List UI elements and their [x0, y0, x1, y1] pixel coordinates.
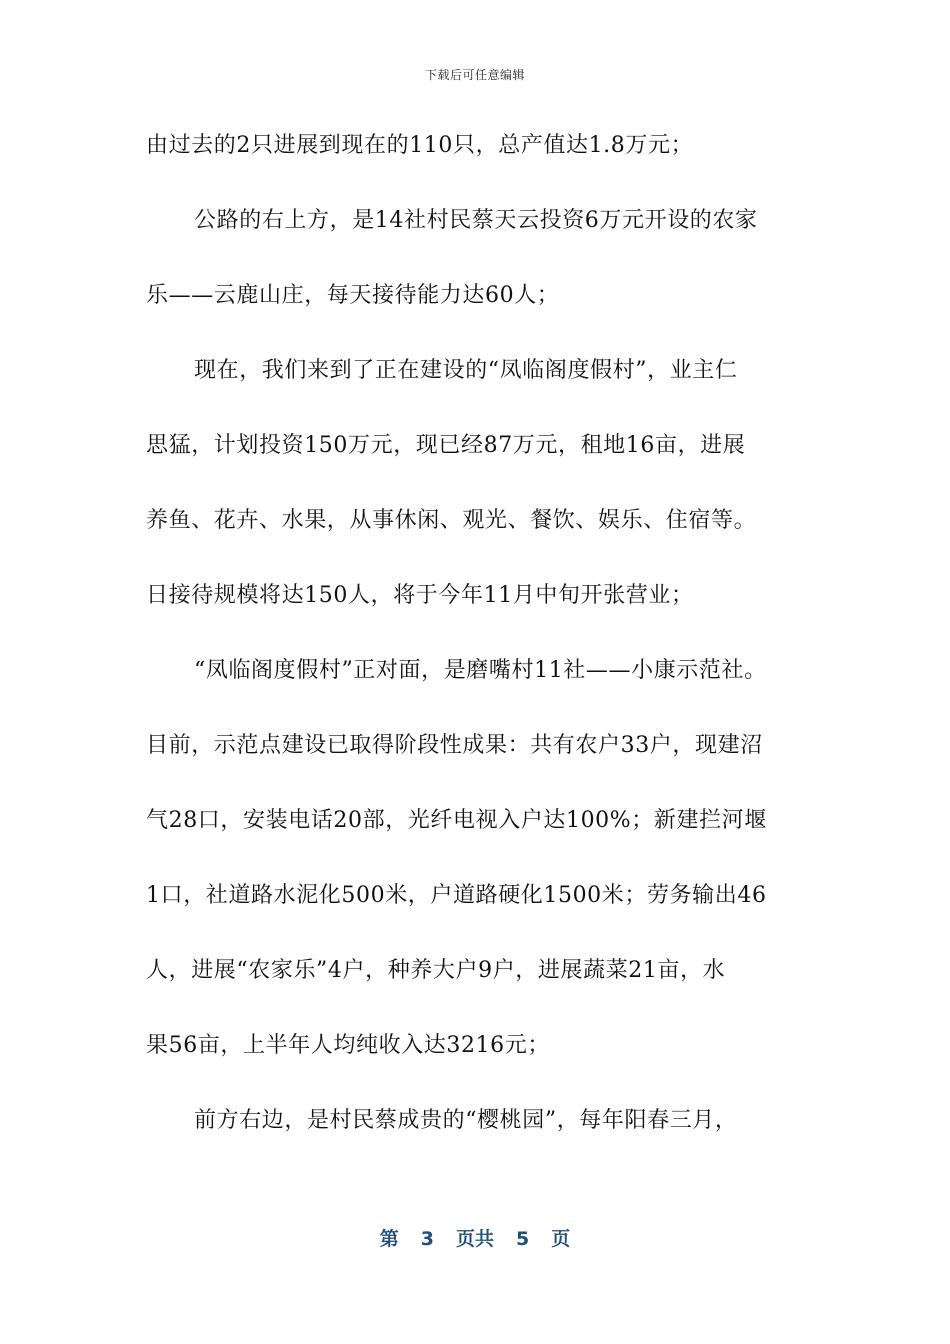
paragraph-line: 人，进展“农家乐”4户，种养大户9户，进展蔬菜21亩，水: [146, 958, 726, 983]
total-pages-number: 5: [516, 1228, 530, 1250]
paragraph-line: 乐——云鹿山庄，每天接待能力达60人；: [146, 283, 560, 308]
footer-prefix: 第: [379, 1228, 399, 1250]
footer-middle: 页共: [455, 1228, 494, 1250]
paragraph-line: 思猛，计划投资150万元，现已经87万元，租地16亩，进展: [146, 433, 746, 458]
paragraph-line: 气28口，安装电话20部，光纤电视入户达100%；新建拦河堰: [146, 808, 767, 833]
paragraph-line: 前方右边，是村民蔡成贵的“樱桃园”，每年阳春三月，: [194, 1108, 738, 1133]
paragraph-line: 日接待规模将达150人，将于今年11月中旬开张营业；: [146, 583, 694, 608]
paragraph-line: 公路的右上方，是14社村民蔡天云投资6万元开设的农家: [194, 208, 758, 233]
paragraph-line: 由过去的2只进展到现在的110只，总产值达1.8万元；: [146, 133, 694, 158]
document-body: [146, 124, 836, 1174]
page-number-footer: [0, 1224, 950, 1251]
paragraph-line: 1口，社道路水泥化500米，户道路硬化1500米；劳务输出46: [146, 883, 767, 908]
footer-suffix: 页: [551, 1228, 571, 1250]
paragraph-line: 果56亩，上半年人均纯收入达3216元；: [146, 1033, 550, 1058]
paragraph-line: 现在，我们来到了正在建设的“凤临阁度假村”，业主仁: [194, 358, 738, 383]
paragraph-line: 养鱼、花卉、水果，从事休闲、观光、餐饮、娱乐、住宿等。: [146, 508, 757, 533]
paragraph-line: “凤临阁度假村”正对面，是磨嘴村11社——小康示范社。: [194, 658, 767, 683]
header-note: 下载后可任意编辑: [424, 68, 525, 82]
current-page-number: 3: [420, 1228, 434, 1250]
paragraph-line: 目前，示范点建设已取得阶段性成果：共有农户33户，现建沼: [146, 733, 763, 758]
